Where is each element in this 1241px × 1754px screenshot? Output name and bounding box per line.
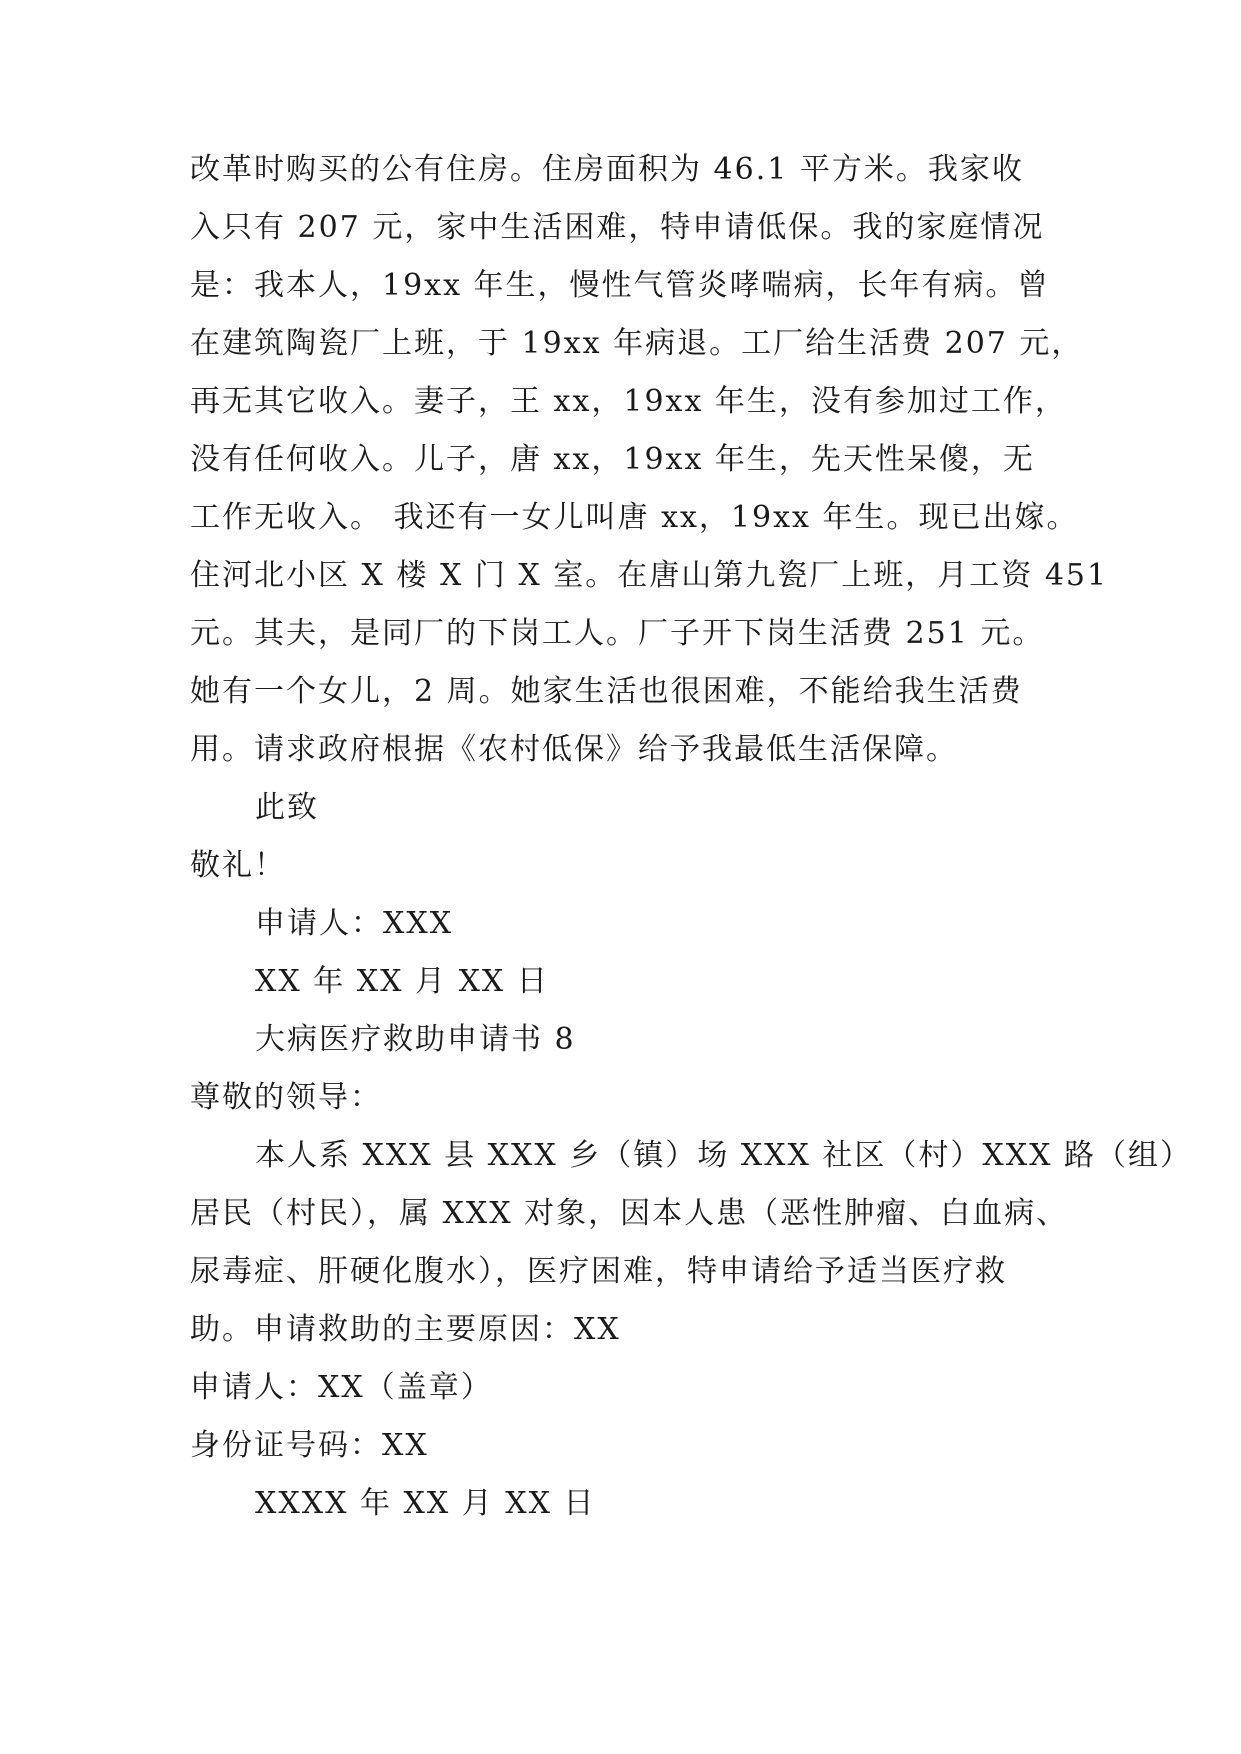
body2-line-1: 本人系 XXX 县 XXX 乡（镇）场 XXX 社区（村）XXX 路（组）	[255, 1138, 1193, 1173]
body-line-6: 没有任何收入。儿子，唐 xx，19xx 年生，先天性呆傻，无	[190, 442, 1035, 477]
body-line-11: 用。请求政府根据《农村低保》给予我最低生活保障。	[190, 732, 958, 767]
body-line-3: 是：我本人，19xx 年生，慢性气管炎哮喘病，长年有病。曾	[190, 268, 1050, 303]
closing-cizhi: 此致	[255, 790, 319, 825]
applicant-stamp: 申请人：XX（盖章）	[190, 1370, 493, 1405]
body-line-9: 元。其夫，是同厂的下岗工人。厂子开下岗生活费 251 元。	[190, 616, 1045, 651]
signature-date: XX 年 XX 月 XX 日	[255, 964, 549, 999]
body-line-8: 住河北小区 X 楼 X 门 X 室。在唐山第九瓷厂上班，月工资 451	[190, 558, 1109, 593]
applicant-signature: 申请人：XXX	[255, 906, 454, 941]
closing-jingli: 敬礼！	[190, 848, 286, 883]
body-line-4: 在建筑陶瓷厂上班，于 19xx 年病退。工厂给生活费 207 元，	[190, 326, 1084, 361]
body-line-5: 再无其它收入。妻子，王 xx，19xx 年生，没有参加过工作，	[190, 384, 1067, 419]
section-title: 大病医疗救助申请书 8	[255, 1022, 576, 1057]
body2-line-3: 尿毒症、肝硬化腹水），医疗困难，特申请给予适当医疗救	[190, 1254, 1007, 1289]
id-number: 身份证号码：XX	[190, 1428, 429, 1463]
body2-line-2: 居民（村民），属 XXX 对象，因本人患（恶性肿瘤、白血病、	[190, 1196, 1069, 1231]
body-line-10: 她有一个女儿，2 周。她家生活也很困难，不能给我生活费	[190, 674, 1023, 709]
body2-line-4: 助。申请救助的主要原因：XX	[190, 1312, 621, 1347]
body-line-2: 入只有 207 元，家中生活困难，特申请低保。我的家庭情况	[190, 210, 1045, 245]
final-date: XXXX 年 XX 月 XX 日	[255, 1486, 596, 1521]
salutation: 尊敬的领导：	[190, 1080, 382, 1115]
body-line-7: 工作无收入。 我还有一女儿叫唐 xx，19xx 年生。现已出嫁。	[190, 500, 1079, 535]
body-line-1: 改革时购买的公有住房。住房面积为 46.1 平方米。我家收	[190, 152, 1024, 187]
